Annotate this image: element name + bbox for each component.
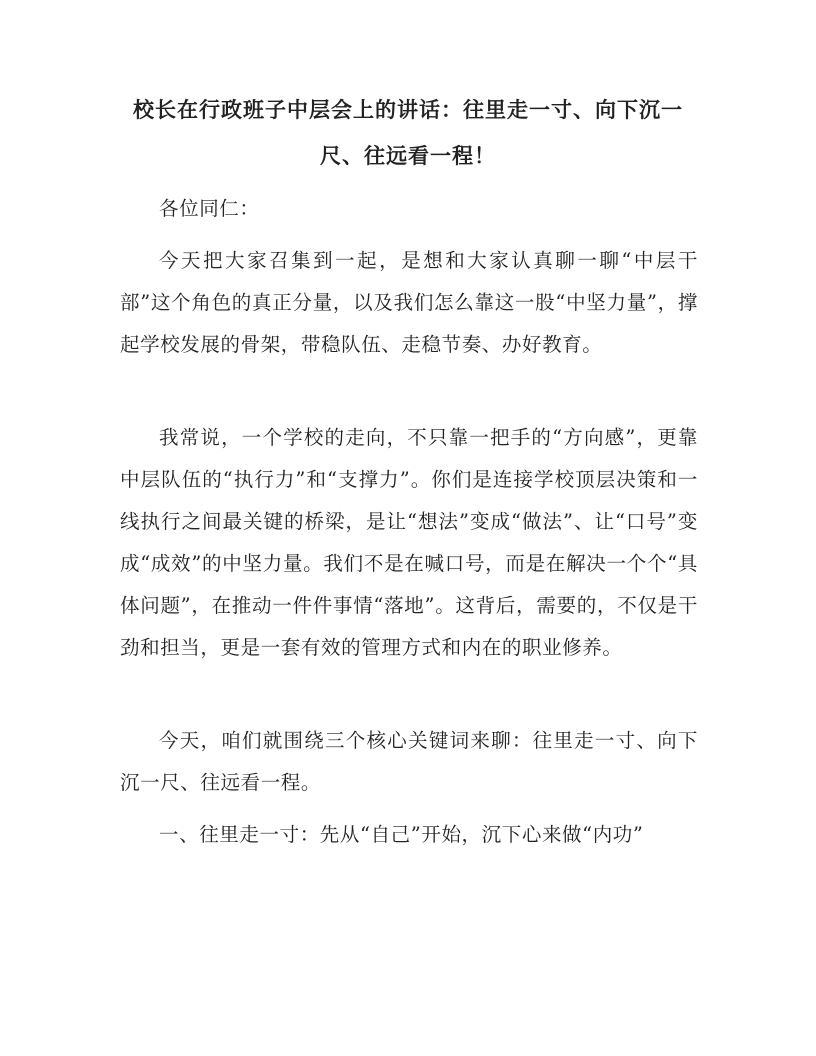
greeting: 各位同仁： — [159, 197, 260, 220]
document-title-line-2: 尺、往远看一程！ — [320, 143, 496, 168]
paragraph-middle-management: 我常说，一个学校的走向，不只靠一把手的“方向感”，更靠中层队伍的“执行力”和“支撑力”。你们是连接学校顶层决策和一线执行之间最关键的桥梁，是让“想法”变成“做法”、让“口号”变成“成效”的中坚力量。我们不是在喊口号，而是在解决一个个“具体问题”，在推动一件件事情“落地”。这背后，需要的，不仅是干劲和担当，更是一套有效的管理方式和内在的职业修养。 — [120, 426, 698, 659]
paragraph-keywords: 今天，咱们就围绕三个核心关键词来聊：往里走一寸、向下沉一尺、往远看一程。 — [120, 729, 698, 794]
document-title-line-1: 校长在行政班子中层会上的讲话：往里走一寸、向下沉一 — [133, 97, 683, 122]
paragraph-intro: 今天把大家召集到一起，是想和大家认真聊一聊“中层干部”这个角色的真正分量，以及我们怎么靠这一股“中坚力量”，撑起学校发展的骨架，带稳队伍、走稳节奏、办好教育。 — [120, 249, 698, 356]
section-heading-1: 一、往里走一寸：先从“自己”开始，沉下心来做“内功” — [159, 823, 644, 846]
